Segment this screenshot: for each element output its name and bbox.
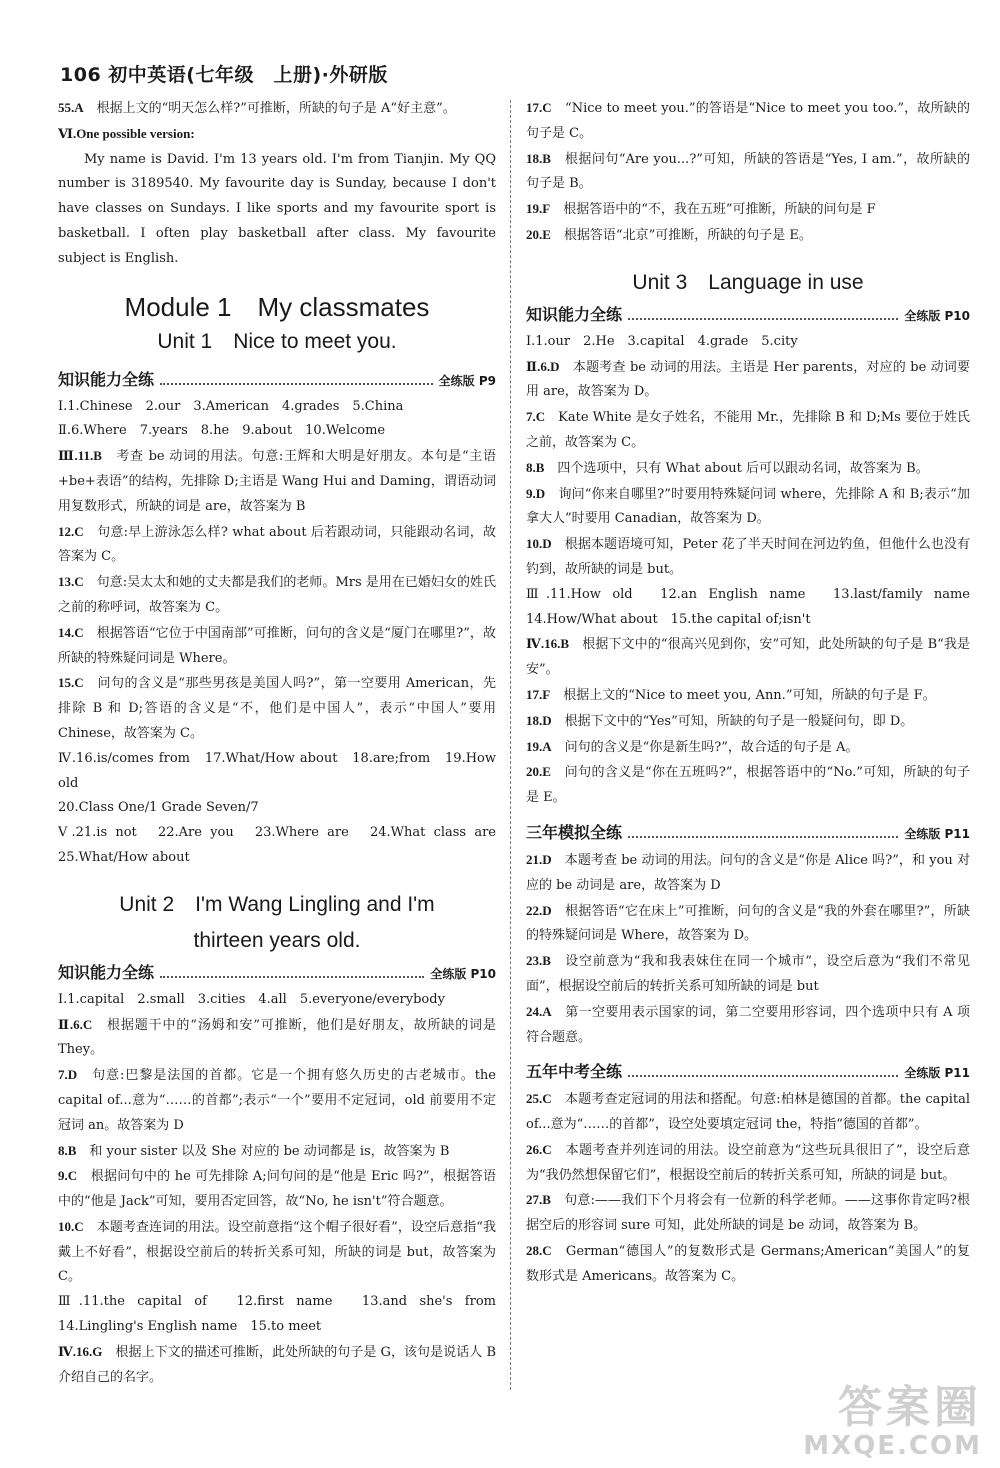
right-column <box>526 96 984 1290</box>
five-year-answers <box>526 1087 970 1289</box>
answer-item: 13.C 句意:吴太太和她的丈夫都是我们的老师。Mrs 是用在已婚妇女的姓氏之前的称呼词，故答案为 C。 <box>58 574 496 615</box>
unit3-title: Unit 3 Language in use <box>632 270 864 294</box>
section-ref: 全练版 P10 <box>430 966 496 981</box>
right-top-items <box>526 96 970 249</box>
dot-leader <box>160 382 433 385</box>
section-ref: 全练版 P11 <box>904 1066 970 1081</box>
left-column <box>58 96 510 1390</box>
answer-item: Ⅵ.One possible version: <box>58 125 195 141</box>
answer-item: 24.A 第一空要用表示国家的词，第二空要用形容词，四个选项中只有 A 项符合题意。 <box>526 1003 970 1045</box>
answer-item: 19.A 问句的含义是“你是新生吗?”，故合适的句子是 A。 <box>526 738 859 755</box>
answer-item: 9.D 询问“你来自哪里?”时要用特殊疑问词 where，先排除 A 和 B;表示“加拿大人”时要用 Canadian，故答案为 D。 <box>526 485 970 527</box>
answer-item: 55.A 根据上文的“明天怎么样?”可推断，所缺的句子是 A“好主意”。 <box>58 100 456 116</box>
answer-item: Ⅲ.11.the capital of 12.first name 13.and she's from 14.Lingling's English name 15.to meet <box>58 1294 510 1335</box>
answer-item: 19.F 根据答语中的“不，我在五班”可推断，所缺的问句是 F <box>526 201 876 218</box>
answer-item: Ⅱ.6.C 根据题干中的“汤姆和安”可推断，他们是好朋友，故所缺的词是 They。 <box>58 1016 496 1058</box>
answer-item: 8.B 四个选项中，只有 What about 后可以跟动名词，故答案为 B。 <box>526 459 929 476</box>
running-header: 106 初中英语(七年级 上册)·外研版 <box>60 64 388 86</box>
watermark-line2: MXQE.COM <box>803 1431 982 1461</box>
sample-essay: My name is David. I'm 13 years old. I'm from Tianjin. My QQ number is 3189540. My favourite day is Sunday, because I don't have classes on Sundays. I like sports and my favourite sport is basketball. I often play basketball after class. My favourite subject is English. <box>58 151 496 266</box>
column-divider <box>510 100 511 1390</box>
unit2-title-line1: Unit 2 I'm Wang Lingling and I'm <box>119 892 435 916</box>
answer-item: 20.E 根据答语“北京”可推断，所缺的句子是 E。 <box>526 226 812 243</box>
answer-item: Ⅰ.1.our 2.He 3.capital 4.grade 5.city <box>526 333 798 349</box>
section-ref: 全练版 P9 <box>438 373 496 388</box>
watermark-logo <box>803 1384 982 1460</box>
answer-item: 20.E 问句的含义是“你在五班吗?”，根据答语中的“No.”可知，所缺的句子是 E。 <box>526 764 970 806</box>
dot-leader <box>160 975 424 978</box>
section-heading <box>526 1058 970 1087</box>
answer-item: 15.C 问句的含义是“那些男孩是美国人吗?”，第一空要用 American，先排除 B 和 D;答语的含义是“不，他们是中国人”，表示“中国人”要用 Chinese，故答案为 C。 <box>58 675 496 741</box>
answer-item: 7.D 句意:巴黎是法国的首都。它是一个拥有悠久历史的古老城市。the capital of...意为“……的首都”;表示“一个”要用不定冠词，old 前要用不定冠词 an。故答案为 D <box>58 1067 496 1133</box>
answer-item: Ⅰ.1.Chinese 2.our 3.American 4.grades 5.China <box>58 398 404 414</box>
answer-item: Ⅰ.1.capital 2.small 3.cities 4.all 5.everyone/everybody <box>58 991 445 1007</box>
answer-item: 17.C “Nice to meet you.”的答语是“Nice to meet you too.”，故所缺的句子是 C。 <box>526 100 970 141</box>
answer-item: Ⅳ.16.G 根据上下文的描述可推断，此处所缺的句子是 G，该句是说话人 B 介绍自己的名字。 <box>58 1343 497 1385</box>
dot-leader <box>628 835 898 838</box>
section-ref: 全练版 P11 <box>904 826 970 841</box>
section-heading <box>58 959 496 988</box>
watermark-line1: 答案圈 <box>838 1382 982 1433</box>
answer-item: Ⅱ.6.D 本题考查 be 动词的用法。主语是 Her parents，对应的 be 动词要用 are，故答案为 D。 <box>526 358 970 400</box>
answer-item: 28.C German“德国人”的复数形式是 Germans;American“美国人”的复数形式是 Americans。故答案为 C。 <box>526 1243 970 1284</box>
dot-leader <box>628 1074 898 1077</box>
unit2-answers <box>58 988 510 1391</box>
answer-item: 12.C 句意:早上游泳怎么样? what about 后若跟动词，只能跟动名词，故答案为 C。 <box>58 523 496 565</box>
section-title: 知识能力全练 <box>58 962 155 982</box>
module-title: Module 1 My classmates <box>124 291 430 322</box>
answer-item: Ⅱ.6.Where 7.years 8.he 9.about 10.Welcome <box>58 423 386 439</box>
section-ref: 全练版 P10 <box>904 308 970 323</box>
section-heading <box>526 301 970 330</box>
left-top-items <box>58 96 496 148</box>
answer-item: 23.B 设空前意为“我和我表妹住在同一个城市”，设空后意为“我们不常见面”，根据设空前后的转折关系可知所缺的词是 but <box>526 953 970 994</box>
answer-item: 9.C 根据问句中的 he 可先排除 A;问句问的是“他是 Eric 吗?”，根据答语中的“他是 Jack”可知，要用否定回答，故“No, he isn't”符合题意。 <box>58 1168 496 1210</box>
dot-leader <box>628 317 898 320</box>
section-title: 三年模拟全练 <box>526 822 623 842</box>
answer-item: 18.D 根据下文中的“Yes”可知，所缺的句子是一般疑问句，即 D。 <box>526 712 914 729</box>
answer-item: 8.B 和 your sister 以及 She 对应的 be 动词都是 is，故答案为 B <box>58 1142 450 1159</box>
answer-item: 14.C 根据答语“它位于中国南部”可推断，问句的含义是“厦门在哪里?”，故所缺的特殊疑问词是 Where。 <box>58 624 496 666</box>
three-year-answers <box>526 848 970 1050</box>
answer-item: 10.D 根据本题语境可知，Peter 花了半天时间在河边钓鱼，但他什么也没有钓到，故所缺的词是 but。 <box>526 536 970 577</box>
section-title: 知识能力全练 <box>526 304 623 324</box>
answer-item: 20.Class One/1 Grade Seven/7 <box>58 800 259 816</box>
unit3-answers <box>526 330 984 811</box>
section-title: 五年中考全练 <box>526 1062 623 1082</box>
unit1-answers <box>58 395 510 871</box>
answer-item: Ⅲ.11.B 考查 be 动词的用法。句意:王辉和大明是好朋友。本句是“主语+be+表语”的结构，先排除 D;主语是 Wang Hui and Daming，谓语动词用复数形式，所缺的词是 are，故答案为 B <box>58 448 496 514</box>
answer-item: 10.C 本题考查连词的用法。设空前意指“这个帽子很好看”，设空后意指“我戴上不好看”，根据设空前后的转折关系可知，所缺的词是 but，故答案为 C。 <box>58 1218 496 1285</box>
section-heading <box>58 366 496 395</box>
section-title: 知识能力全练 <box>58 369 155 389</box>
unit1-title: Unit 1 Nice to meet you. <box>157 329 397 353</box>
answer-item: Ⅳ.16.is/comes from 17.What/How about 18.are;from 19.How old <box>58 750 496 791</box>
answer-item: Ⅲ.11.How old 12.an English name 13.last/family name 14.How/What about 15.the capital of;isn't <box>526 586 984 627</box>
answer-item: 17.F 根据上文的“Nice to meet you, Ann.”可知，所缺的句子是 F。 <box>526 686 936 703</box>
answer-item: 21.D 本题考查 be 动词的用法。问句的含义是“你是 Alice 吗?”，和 you 对应的 be 动词是 are，故答案为 D <box>526 851 970 893</box>
answer-item: 18.B 根据问句“Are you...?”可知，所缺的答语是“Yes, I am.”，故所缺的句子是 B。 <box>526 150 970 192</box>
answer-item: 26.C 本题考查并列连词的用法。设空前意为“这些玩具很旧了”，设空后意为“我仍然想保留它们”，根据设空前后的转折关系可知，所缺的词是 but。 <box>526 1141 970 1183</box>
answer-item: 22.D 根据答语“它在床上”可推断，问句的含义是“我的外套在哪里?”，所缺的特殊疑问词是 Where，故答案为 D。 <box>526 902 970 944</box>
answer-item: Ⅳ.16.B 根据下文中的“很高兴见到你，安”可知，此处所缺的句子是 B“我是安”。 <box>526 636 970 678</box>
answer-item: Ⅴ.21.is not 22.Are you 23.Where are 24.What class are 25.What/How about <box>58 825 510 865</box>
unit2-title-line2: thirteen years old. <box>193 928 361 952</box>
section-heading <box>526 819 970 848</box>
answer-item: 25.C 本题考查定冠词的用法和搭配。句意:柏林是德国的首都。the capital of...意为“……的首都”，设空处要填定冠词 the，特指“德国的首都”。 <box>526 1091 970 1133</box>
answer-item: 7.C Kate White 是女子姓名，不能用 Mr.，先排除 B 和 D;Ms 要位于姓氏之前，故答案为 C。 <box>526 409 970 450</box>
answer-item: 27.B 句意:——我们下个月将会有一位新的科学老师。——这事你肯定吗?根据空后的形容词 sure 可知，此处所缺的词是 be 动词，故答案为 B。 <box>526 1192 970 1234</box>
